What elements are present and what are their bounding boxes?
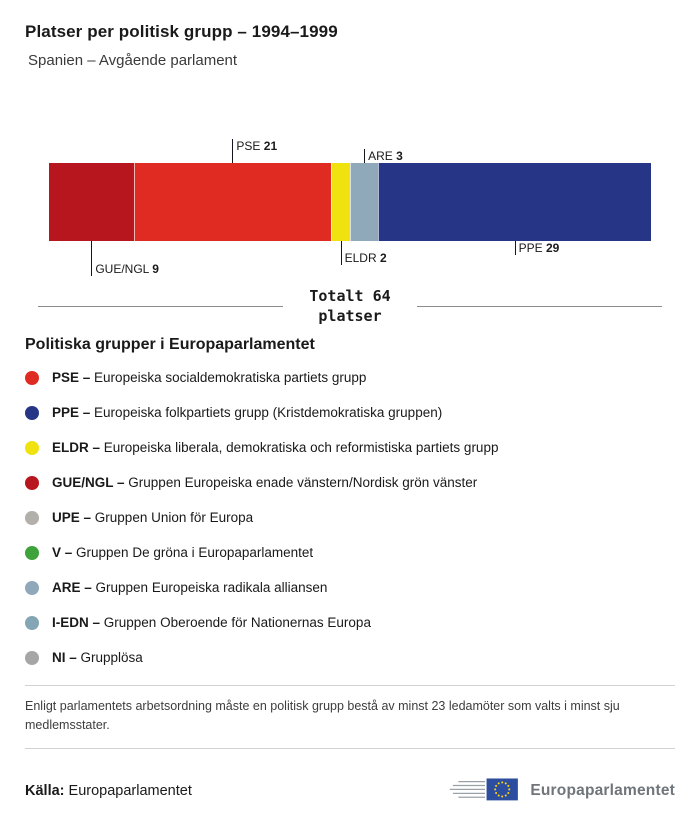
legend-color-dot	[25, 441, 39, 455]
callout-label	[95, 262, 159, 276]
legend-item-v	[25, 545, 675, 560]
legend-color-dot	[25, 371, 39, 385]
legend-list	[25, 370, 675, 665]
callout-label	[236, 139, 277, 153]
legend-item-gue-ngl	[25, 475, 675, 490]
legend-color-dot	[25, 616, 39, 630]
divider-top	[25, 685, 675, 686]
legend-item-pse	[25, 370, 675, 385]
footnote: Enligt parlamentets arbetsordning måste en politisk grupp bestå av minst 23 ledamöter som valts i minst sju medlemsstater.	[25, 699, 620, 733]
callout-label	[519, 241, 560, 255]
callout-line	[364, 149, 365, 163]
legend-color-dot	[25, 546, 39, 560]
bar-segment-pse	[134, 163, 332, 241]
bar-segment-are	[350, 163, 378, 241]
legend-item-ppe	[25, 405, 675, 420]
callout-line	[515, 241, 516, 255]
seat-bar	[49, 163, 651, 241]
callout-label	[345, 251, 387, 265]
segment-value: 3	[396, 149, 403, 163]
divider-bottom	[25, 748, 675, 749]
segment-name: PSE	[236, 139, 261, 153]
source-value: Europaparlamentet	[68, 782, 192, 799]
bar-segment-gue-ngl	[49, 163, 134, 241]
seat-bar-chart	[49, 139, 651, 276]
segment-name: ARE	[368, 149, 393, 163]
legend-label: NI – Grupplösa	[52, 650, 143, 665]
europaparlamentet-logo	[449, 773, 675, 809]
callout-line	[91, 241, 92, 276]
page-title: Platser per politisk grupp – 1994–1999	[25, 22, 338, 41]
legend-color-dot	[25, 651, 39, 665]
segment-value: 9	[152, 262, 159, 276]
legend-color-dot	[25, 581, 39, 595]
source-label: Källa:	[25, 782, 65, 799]
legend-title: Politiska grupper i Europaparlamentet	[25, 336, 315, 353]
logo-text: Europaparlamentet	[530, 781, 675, 799]
callout-label	[368, 149, 403, 163]
eu-flag-icon	[449, 773, 521, 809]
legend-label: I-EDN – Gruppen Oberoende för Nationernas Europa	[52, 615, 371, 630]
legend-item-are	[25, 580, 675, 595]
legend-color-dot	[25, 511, 39, 525]
legend-label: GUE/NGL – Gruppen Europeiska enade vänstern/Nordisk grön vänster	[52, 475, 478, 490]
segment-value: 2	[379, 251, 387, 265]
legend-item-eldr	[25, 440, 675, 455]
legend-label: ELDR – Europeiska liberala, demokratiska och reformistiska partiets grupp	[52, 440, 499, 455]
total-seats-label	[309, 287, 390, 326]
legend-label: ARE – Gruppen Europeiska radikala alliansen	[52, 580, 328, 595]
segment-name: ELDR	[344, 251, 377, 265]
bar-segment-ppe	[378, 163, 651, 241]
total-seats-line1: Totalt 64	[309, 287, 391, 305]
callout-line	[232, 139, 233, 163]
total-seats-line2: platser	[318, 306, 382, 325]
legend-label: PPE – Europeiska folkpartiets grupp (Kristdemokratiska gruppen)	[52, 405, 443, 420]
legend-label: V – Gruppen De gröna i Europaparlamentet	[52, 545, 314, 560]
legend-item-ni	[25, 650, 675, 665]
legend-item-upe	[25, 510, 675, 525]
footer	[25, 773, 675, 809]
total-seats-row	[38, 287, 662, 326]
segment-name: GUE/NGL	[95, 262, 149, 276]
legend-color-dot	[25, 476, 39, 490]
source	[25, 783, 192, 799]
legend-label: UPE – Gruppen Union för Europa	[52, 510, 254, 525]
legend-color-dot	[25, 406, 39, 420]
rule-right	[417, 306, 662, 307]
segment-value: 29	[545, 241, 560, 255]
segment-value: 21	[263, 139, 278, 153]
page-subtitle: Spanien – Avgående parlament	[28, 52, 238, 69]
legend-section	[25, 336, 675, 665]
legend-item-i-edn	[25, 615, 675, 630]
segment-name: PPE	[518, 241, 543, 255]
legend-label: PSE – Europeiska socialdemokratiska partiets grupp	[52, 370, 367, 385]
callout-line	[341, 241, 342, 265]
bar-segment-eldr	[331, 163, 350, 241]
rule-left	[38, 306, 283, 307]
